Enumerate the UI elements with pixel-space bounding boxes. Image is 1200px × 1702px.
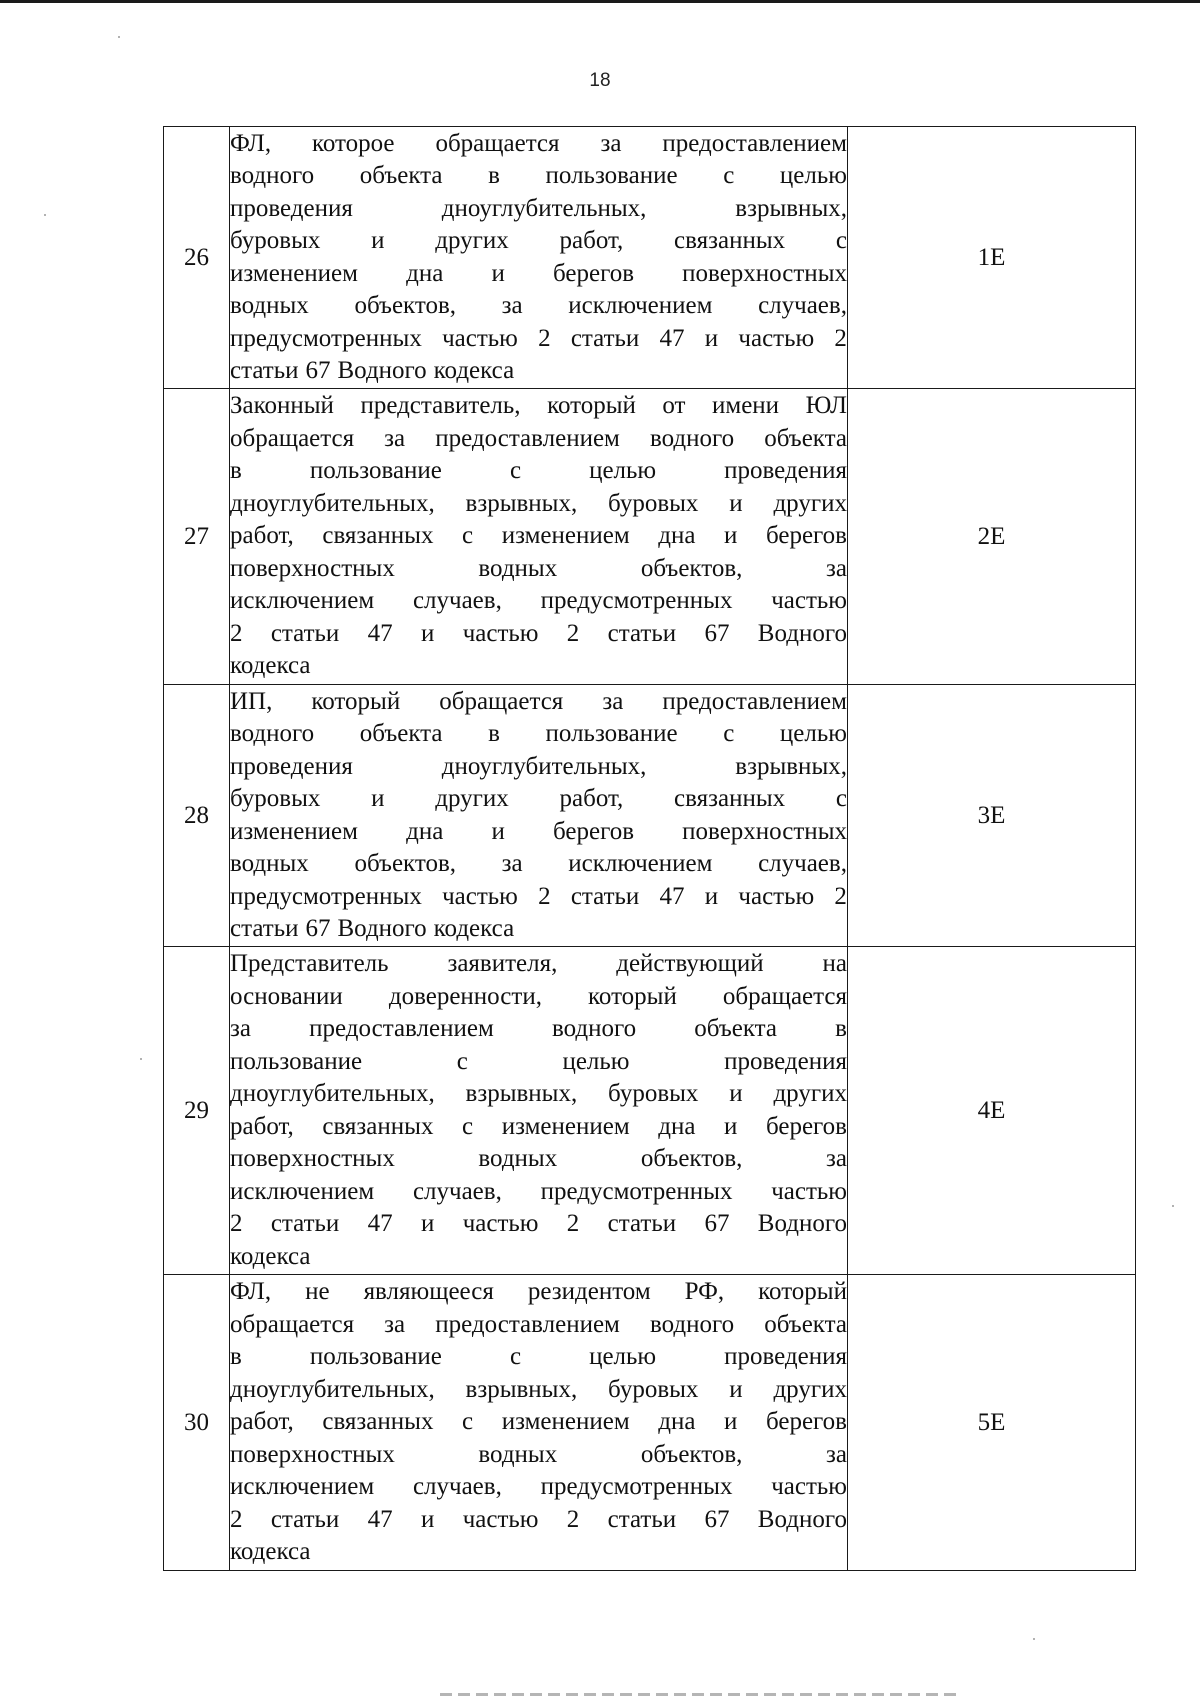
word: 47 [367, 619, 393, 647]
word: действующий [616, 950, 764, 977]
word: с [509, 457, 522, 485]
word: буровых [608, 489, 699, 517]
word: частью [462, 619, 539, 647]
word: 2 [566, 619, 580, 647]
row-number: 27 [164, 389, 230, 685]
word: проведения [724, 1047, 847, 1075]
word: 2 [538, 324, 551, 352]
word: частью [771, 587, 847, 615]
description-line [230, 1013, 847, 1046]
word: 2 [230, 1505, 243, 1533]
word: за [602, 687, 624, 715]
word: объекта [764, 1310, 847, 1338]
description-line [230, 258, 847, 291]
row-number: 29 [164, 947, 230, 1275]
word: который [758, 1278, 847, 1306]
row-code: 5Е [848, 1275, 1136, 1571]
word: объектов, [640, 1440, 743, 1468]
word: кодекса [433, 357, 515, 384]
word: других [773, 1080, 847, 1107]
description-line [230, 1374, 847, 1407]
word: и [729, 489, 743, 517]
word: в [488, 162, 500, 189]
word: исключением [568, 850, 713, 877]
word: случаев, [412, 1473, 502, 1501]
word: случаев, [412, 587, 502, 615]
word: ИП, [230, 687, 273, 715]
word: который [588, 982, 677, 1010]
word: объектов, [640, 554, 743, 582]
word: резидентом [527, 1278, 651, 1306]
description-line [230, 423, 847, 456]
word: являющееся [363, 1278, 494, 1306]
word: 2 [566, 1210, 580, 1237]
description-line [230, 650, 847, 683]
word: кодекса [230, 652, 311, 680]
word: за [825, 1440, 847, 1468]
word: целью [779, 162, 847, 189]
word: дноуглубительных, [230, 1375, 435, 1403]
description-line [230, 455, 847, 488]
word: дна [406, 817, 444, 845]
word: 2 [230, 1210, 243, 1237]
page-number: 18 [589, 70, 611, 91]
word: связанных [322, 522, 434, 550]
word: пользование [230, 1047, 363, 1075]
word: дна [658, 522, 696, 550]
word: других [435, 227, 509, 254]
description-line [230, 1241, 847, 1274]
word: водного [230, 720, 315, 747]
scan-speck [1172, 1205, 1174, 1207]
word: берегов [552, 817, 635, 845]
row-number: 28 [164, 685, 230, 947]
word: 67 [704, 1505, 730, 1533]
word: и [420, 1505, 435, 1533]
word: в [488, 720, 500, 747]
word: буровых [608, 1080, 699, 1107]
row-number: 26 [164, 127, 230, 389]
word: водного [230, 162, 315, 189]
word: поверхностных [682, 259, 847, 287]
word: который [311, 687, 401, 715]
word: поверхностных [682, 817, 847, 845]
word: объектов, [640, 1145, 743, 1172]
row-description [230, 947, 848, 1275]
word: 67 [704, 1210, 730, 1237]
word: 47 [367, 1505, 393, 1533]
row-description [230, 389, 848, 685]
word: от [662, 392, 686, 420]
word: пользование [545, 162, 678, 189]
word: изменением [230, 817, 358, 845]
word: взрывных, [465, 489, 578, 517]
word: не [305, 1278, 330, 1306]
scan-bottom-marks [440, 1693, 960, 1696]
word: статьи [607, 1505, 677, 1533]
word: и [724, 1408, 738, 1436]
word: целью [589, 1343, 657, 1371]
word: водных [230, 292, 309, 319]
word: предоставлением [309, 1015, 494, 1042]
word: 67 [704, 619, 730, 647]
word: дноуглубительных, [230, 489, 435, 517]
word: и [704, 882, 719, 910]
word: с [835, 785, 847, 812]
word: 2 [566, 1505, 580, 1533]
description-line [230, 355, 847, 388]
word: исключением [230, 1177, 375, 1205]
word: Водного [337, 915, 427, 942]
word: частью [771, 1177, 847, 1205]
description-line [230, 881, 847, 914]
word: водных [478, 554, 558, 582]
word: ФЛ, [230, 1278, 272, 1306]
word: пользование [309, 457, 442, 485]
word: водного [551, 1015, 637, 1042]
word: целью [779, 720, 847, 747]
word: проведения [724, 1343, 847, 1371]
word: частью [442, 882, 518, 910]
word: за [384, 424, 406, 452]
word: статьи [607, 619, 677, 647]
word: за [230, 1015, 251, 1042]
document-table [163, 126, 1136, 1571]
description-line [230, 488, 847, 521]
word: кодекса [230, 1242, 311, 1270]
word: и [420, 1210, 435, 1237]
word: предусмотренных [540, 1473, 733, 1501]
word: частью [771, 1473, 847, 1501]
scan-speck [1033, 1638, 1035, 1640]
description-line [230, 1406, 847, 1439]
word: взрывных, [735, 194, 847, 222]
word: Водного [757, 619, 847, 647]
description-line [230, 1276, 847, 1309]
row-description [230, 127, 848, 389]
word: объекта [359, 162, 443, 189]
word: за [501, 292, 523, 319]
word: в [230, 1343, 242, 1371]
description-line [230, 520, 847, 553]
description-line [230, 1471, 847, 1504]
word: предоставлением [662, 687, 847, 715]
word: обращается [435, 129, 560, 157]
word: частью [442, 324, 518, 352]
word: дноуглубительных, [230, 1080, 435, 1107]
word: статьи [570, 882, 640, 910]
description-line [230, 686, 847, 719]
description-line [230, 1309, 847, 1342]
table-row [164, 1275, 1136, 1571]
word: и [491, 259, 505, 287]
word: с [835, 227, 847, 254]
word: представитель, [360, 392, 521, 420]
word: статьи [270, 619, 340, 647]
word: и [724, 522, 738, 550]
word: взрывных, [465, 1080, 578, 1107]
description-line [230, 323, 847, 356]
word: и [420, 619, 435, 647]
word: 67 [305, 357, 331, 384]
row-description [230, 685, 848, 947]
description-line [230, 1143, 847, 1176]
word: дноуглубительных, [441, 752, 647, 780]
word: Представитель [230, 950, 389, 977]
description-line [230, 1046, 847, 1079]
description-line [230, 160, 847, 193]
word: берегов [765, 522, 847, 550]
row-description [230, 1275, 848, 1571]
description-line [230, 390, 847, 423]
word: работ, [230, 522, 294, 550]
description-line [230, 585, 847, 618]
word: объектов, [354, 850, 457, 877]
description-line [230, 848, 847, 881]
word: водных [478, 1440, 558, 1468]
word: с [462, 1112, 474, 1140]
description-line [230, 1341, 847, 1374]
word: буровых [230, 227, 321, 254]
word: изменением [501, 1408, 630, 1436]
description-line [230, 718, 847, 751]
word: доверенности, [388, 982, 542, 1010]
scan-speck [140, 1058, 142, 1060]
word: с [509, 1343, 522, 1371]
word: случаев, [758, 292, 847, 319]
description-line [230, 1208, 847, 1241]
description-line [230, 193, 847, 226]
word: и [704, 324, 719, 352]
word: 47 [659, 882, 685, 910]
word: дна [658, 1408, 696, 1436]
word: Водного [337, 357, 427, 384]
word: предусмотренных [230, 324, 422, 352]
word: предусмотренных [230, 882, 422, 910]
word: кодекса [433, 915, 515, 942]
word: других [773, 1375, 847, 1403]
word: проведения [230, 194, 353, 222]
word: основании [230, 982, 343, 1010]
word: дноуглубительных, [441, 194, 647, 222]
word: частью [738, 324, 815, 352]
word: работ, [230, 1112, 294, 1140]
word: предусмотренных [540, 1177, 733, 1205]
word: предоставлением [662, 129, 847, 157]
word: связанных [322, 1408, 434, 1436]
word: статьи [270, 1210, 340, 1237]
word: и [724, 1112, 738, 1140]
description-line [230, 816, 847, 849]
word: берегов [765, 1112, 847, 1140]
word: статьи [230, 915, 299, 942]
description-line [230, 1504, 847, 1537]
word: с [462, 522, 474, 550]
word: за [501, 850, 523, 877]
description-line [230, 225, 847, 258]
scan-speck [118, 36, 120, 38]
description-line [230, 128, 847, 161]
word: 67 [305, 915, 331, 942]
description-line [230, 553, 847, 586]
word: обращается [722, 982, 847, 1010]
description-line [230, 981, 847, 1014]
word: дна [658, 1112, 696, 1140]
word: взрывных, [735, 752, 847, 780]
word: 47 [659, 324, 685, 352]
word: предоставлением [435, 424, 620, 452]
word: имени [712, 392, 780, 420]
row-code: 2Е [848, 389, 1136, 685]
table-row [164, 127, 1136, 389]
table-row [164, 685, 1136, 947]
word: обращается [230, 424, 355, 452]
word: в [230, 457, 242, 485]
word: статьи [570, 324, 640, 352]
word: Законный [230, 392, 334, 420]
word: дна [406, 259, 444, 287]
word: водного [649, 424, 735, 452]
word: предусмотренных [540, 587, 733, 615]
word: ФЛ, [230, 129, 272, 157]
word: с [723, 720, 735, 747]
word: за [825, 1145, 847, 1172]
word: Водного [757, 1210, 847, 1237]
word: исключением [230, 587, 375, 615]
scan-speck [44, 214, 46, 216]
word: берегов [765, 1408, 847, 1436]
word: обращается [230, 1310, 355, 1338]
word: статьи [230, 357, 299, 384]
word: которое [311, 129, 395, 157]
word: и [371, 785, 385, 812]
word: других [773, 489, 847, 517]
description-line [230, 1176, 847, 1209]
word: частью [462, 1210, 539, 1237]
word: случаев, [758, 850, 847, 877]
word: объектов, [354, 292, 457, 319]
row-code: 1Е [848, 127, 1136, 389]
word: 2 [834, 882, 847, 910]
word: Водного [757, 1505, 847, 1533]
word: обращается [439, 687, 564, 715]
word: изменением [230, 259, 358, 287]
word: поверхностных [230, 1145, 395, 1172]
word: предоставлением [435, 1310, 620, 1338]
word: статьи [270, 1505, 340, 1533]
word: с [462, 1408, 474, 1436]
word: случаев, [412, 1177, 502, 1205]
word: буровых [230, 785, 321, 812]
word: взрывных, [465, 1375, 578, 1403]
description-line [230, 618, 847, 651]
word: поверхностных [230, 1440, 395, 1468]
description-line [230, 1111, 847, 1144]
word: объекта [694, 1015, 778, 1042]
word: объекта [359, 720, 443, 747]
word: водных [478, 1145, 558, 1172]
description-line [230, 290, 847, 323]
word: работ, [230, 1408, 294, 1436]
word: 47 [367, 1210, 393, 1237]
description-line [230, 783, 847, 816]
word: водных [230, 850, 309, 877]
word: заявителя, [447, 950, 558, 977]
scan-edge [0, 0, 1200, 3]
description-line [230, 948, 847, 981]
word: пользование [545, 720, 678, 747]
word: частью [462, 1505, 539, 1533]
word: водного [649, 1310, 735, 1338]
word: объекта [764, 424, 847, 452]
word: проведения [230, 752, 353, 780]
word: работ, [559, 227, 624, 254]
word: частью [738, 882, 815, 910]
word: изменением [501, 522, 630, 550]
description-line [230, 751, 847, 784]
description-line [230, 1078, 847, 1111]
table-row [164, 389, 1136, 685]
word: берегов [552, 259, 635, 287]
word: который [547, 392, 636, 420]
table-row [164, 947, 1136, 1275]
word: кодекса [230, 1538, 311, 1566]
description-line [230, 913, 847, 946]
word: связанных [674, 227, 786, 254]
word: на [822, 950, 847, 977]
word: с [723, 162, 735, 189]
word: работ, [559, 785, 624, 812]
row-code: 4Е [848, 947, 1136, 1275]
word: и [729, 1080, 743, 1107]
word: исключением [568, 292, 713, 319]
word: и [371, 227, 385, 254]
word: РФ, [684, 1278, 725, 1306]
description-line [230, 1439, 847, 1472]
word: других [435, 785, 509, 812]
word: за [825, 554, 847, 582]
word: целью [562, 1047, 630, 1075]
word: в [835, 1015, 847, 1042]
word: проведения [724, 457, 847, 485]
word: и [491, 817, 505, 845]
word: поверхностных [230, 554, 395, 582]
description-line [230, 1536, 847, 1569]
word: пользование [309, 1343, 442, 1371]
word: связанных [322, 1112, 434, 1140]
word: 2 [538, 882, 551, 910]
word: исключением [230, 1473, 375, 1501]
word: статьи [607, 1210, 677, 1237]
word: изменением [501, 1112, 630, 1140]
word: ЮЛ [805, 392, 847, 420]
word: 2 [230, 619, 243, 647]
word: и [729, 1375, 743, 1403]
row-code: 3Е [848, 685, 1136, 947]
word: целью [589, 457, 657, 485]
word: за [600, 129, 622, 157]
word: за [384, 1310, 406, 1338]
word: с [456, 1047, 468, 1075]
word: 2 [834, 324, 847, 352]
word: буровых [608, 1375, 699, 1403]
word: связанных [674, 785, 786, 812]
row-number: 30 [164, 1275, 230, 1571]
